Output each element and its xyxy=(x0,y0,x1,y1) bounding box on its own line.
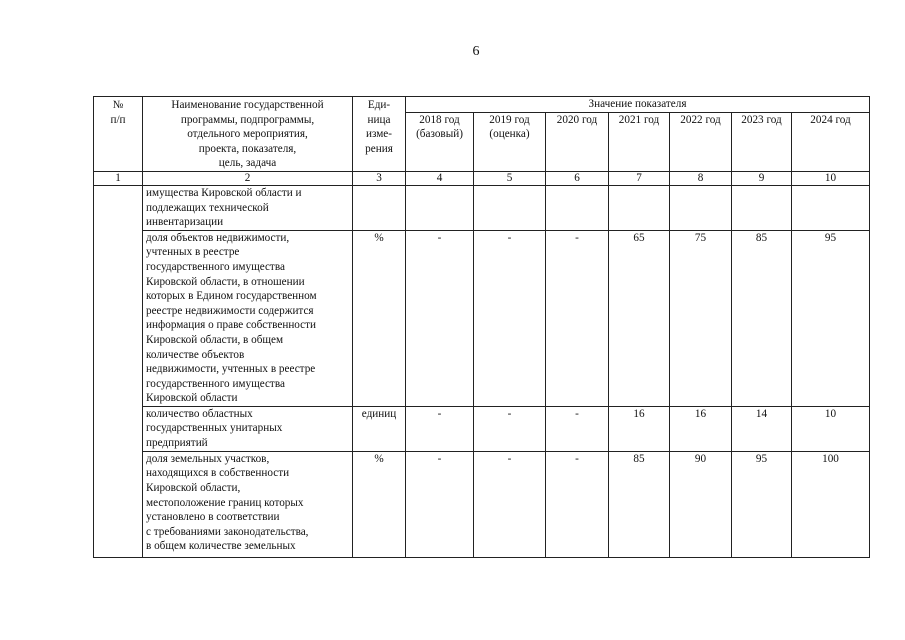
header-name: Наименование государственной программы, подпрограммы, отдельного мероприятия, проекта, показателя, цель, задача xyxy=(143,97,353,172)
column-index: 6 xyxy=(546,171,609,185)
indicator-value: - xyxy=(474,406,546,451)
column-index: 5 xyxy=(474,171,546,185)
indicator-value: 95 xyxy=(792,230,870,406)
indicator-value: - xyxy=(474,230,546,406)
column-index: 8 xyxy=(670,171,732,185)
header-year: 2019 год (оценка) xyxy=(474,112,546,171)
indicator-unit xyxy=(353,185,406,230)
indicator-value xyxy=(474,185,546,230)
header-year: 2020 год xyxy=(546,112,609,171)
header-year: 2018 год (базовый) xyxy=(406,112,474,171)
column-index: 7 xyxy=(609,171,670,185)
indicator-unit: % xyxy=(353,230,406,406)
column-index: 3 xyxy=(353,171,406,185)
column-index: 2 xyxy=(143,171,353,185)
header-row xyxy=(94,97,870,113)
column-index: 4 xyxy=(406,171,474,185)
table-row xyxy=(94,185,870,230)
indicator-name: количество областных государственных унитарных предприятий xyxy=(143,406,353,451)
header-unit: Еди- ница изме- рения xyxy=(353,97,406,172)
indicator-value xyxy=(792,185,870,230)
indicator-name: доля объектов недвижимости, учтенных в реестре государственного имущества Кировской области, в отношении которых в Едином государственном реестре недвижимости содержится информация о праве собственности Кировской области, в общем количестве объектов недвижимости, учтенных в реестре государственного имущества Кировской области xyxy=(143,230,353,406)
indicator-value: - xyxy=(406,406,474,451)
indicator-value: 16 xyxy=(670,406,732,451)
indicator-value xyxy=(670,185,732,230)
indicator-value: 14 xyxy=(732,406,792,451)
indicator-value: - xyxy=(546,406,609,451)
indicators-table xyxy=(93,96,870,558)
indicator-value xyxy=(406,185,474,230)
indicator-value: 95 xyxy=(732,451,792,557)
indicator-value: 90 xyxy=(670,451,732,557)
header-year: 2023 год xyxy=(732,112,792,171)
indicator-value: - xyxy=(546,451,609,557)
indicator-name: имущества Кировской области и подлежащих технической инвентаризации xyxy=(143,185,353,230)
indicator-value: 75 xyxy=(670,230,732,406)
indicator-value xyxy=(546,185,609,230)
indicator-value: - xyxy=(406,230,474,406)
column-index: 9 xyxy=(732,171,792,185)
table-row xyxy=(94,230,870,406)
indicator-value xyxy=(609,185,670,230)
indicator-value: 10 xyxy=(792,406,870,451)
table-row xyxy=(94,451,870,557)
header-year: 2021 год xyxy=(609,112,670,171)
indicator-value: 16 xyxy=(609,406,670,451)
indicator-name: доля земельных участков, находящихся в собственности Кировской области, местоположение границ которых установлено в соответствии с требованиями законодательства, в общем количестве земельных xyxy=(143,451,353,557)
indicator-value: - xyxy=(474,451,546,557)
header-year: 2024 год xyxy=(792,112,870,171)
indicator-value: 85 xyxy=(732,230,792,406)
indicator-value xyxy=(732,185,792,230)
column-index: 1 xyxy=(94,171,143,185)
header-num: № п/п xyxy=(94,97,143,172)
column-index: 10 xyxy=(792,171,870,185)
indicator-value: 65 xyxy=(609,230,670,406)
indicator-value: 85 xyxy=(609,451,670,557)
indicator-unit: единиц xyxy=(353,406,406,451)
table-row xyxy=(94,406,870,451)
indicator-value: 100 xyxy=(792,451,870,557)
page-number: 6 xyxy=(472,44,480,59)
indicator-value: - xyxy=(406,451,474,557)
header-year: 2022 год xyxy=(670,112,732,171)
header-value-group: Значение показателя xyxy=(406,97,870,113)
indicator-unit: % xyxy=(353,451,406,557)
row-number-cell xyxy=(94,185,143,557)
indicator-value: - xyxy=(546,230,609,406)
column-index-row xyxy=(94,171,870,185)
